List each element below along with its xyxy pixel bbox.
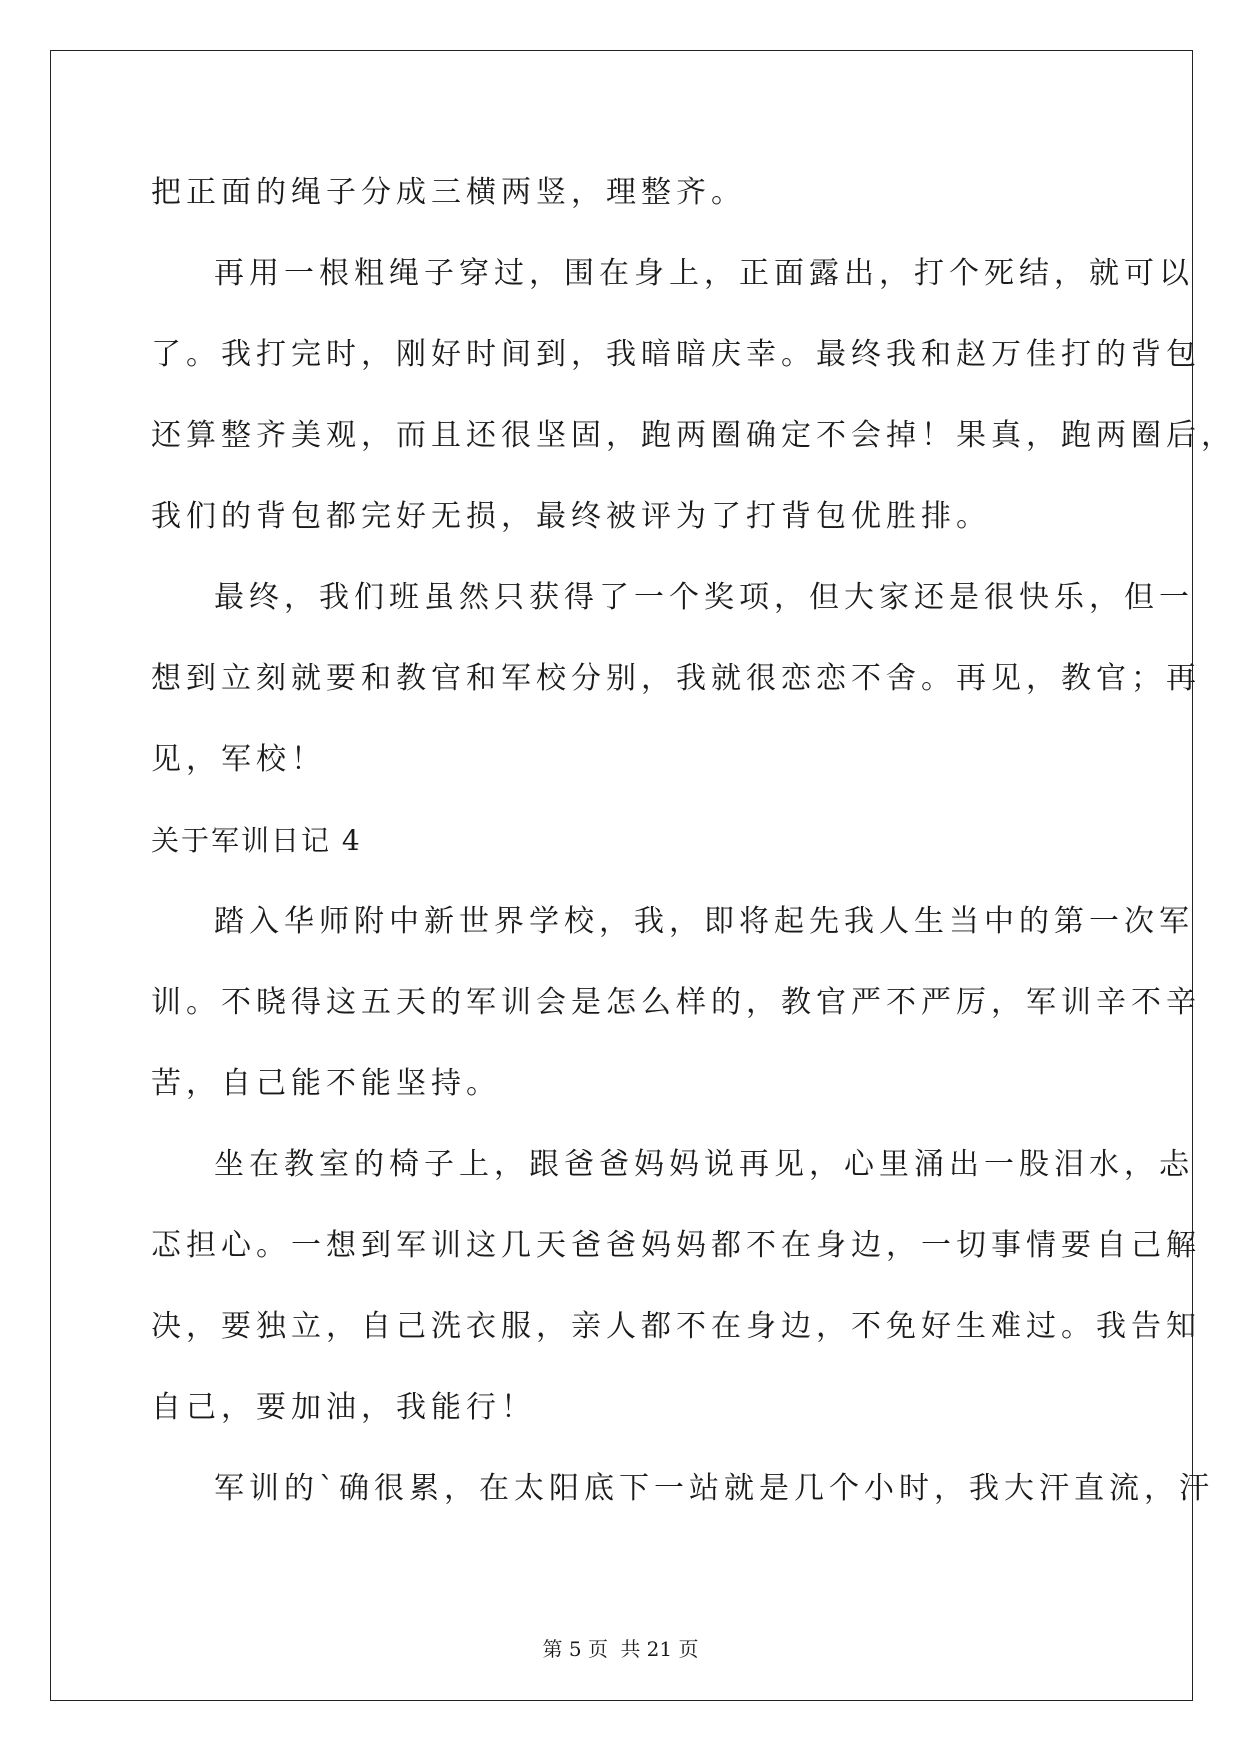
text-line: 苦，自己能不能坚持。 <box>151 1066 501 1101</box>
document-body <box>151 166 1236 1543</box>
text-line: 想到立刻就要和教官和军校分别，我就很恋恋不舍。再见，教官；再 <box>151 661 1201 696</box>
text-line: 踏入华师附中新世界学校，我，即将起先我人生当中的第一次军 <box>214 904 1194 939</box>
section-heading: 关于军训日记 4 <box>151 824 362 857</box>
page-number: 第 5 页 <box>542 1637 608 1661</box>
text-line: 把正面的绳子分成三横两竖，理整齐。 <box>151 175 746 210</box>
page-total: 共 21 页 <box>620 1637 699 1661</box>
text-line: 最终，我们班虽然只获得了一个奖项，但大家还是很快乐，但一 <box>214 580 1194 615</box>
text-line: 决，要独立，自己洗衣服，亲人都不在身边，不免好生难过。我告知 <box>151 1309 1201 1344</box>
text-line: 了。我打完时，刚好时间到，我暗暗庆幸。最终我和赵万佳打的背包 <box>151 337 1201 372</box>
text-line: 自己，要加油，我能行！ <box>151 1390 536 1425</box>
text-line: 我们的背包都完好无损，最终被评为了打背包优胜排。 <box>151 499 991 534</box>
text-line: 忑担心。一想到军训这几天爸爸妈妈都不在身边，一切事情要自己解 <box>151 1228 1201 1263</box>
text-line: 见，军校！ <box>151 742 326 777</box>
page-footer <box>0 1633 1241 1662</box>
text-line: 坐在教室的椅子上，跟爸爸妈妈说再见，心里涌出一股泪水，忐 <box>214 1147 1194 1182</box>
text-line: 训。不晓得这五天的军训会是怎么样的，教官严不严厉，军训辛不辛 <box>151 985 1201 1020</box>
text-line: 再用一根粗绳子穿过，围在身上，正面露出，打个死结，就可以 <box>214 256 1194 291</box>
text-line: 还算整齐美观，而且还很坚固，跑两圈确定不会掉！果真，跑两圈后， <box>151 418 1236 453</box>
text-line: 军训的`确很累，在太阳底下一站就是几个小时，我大汗直流，汗 <box>214 1471 1214 1506</box>
